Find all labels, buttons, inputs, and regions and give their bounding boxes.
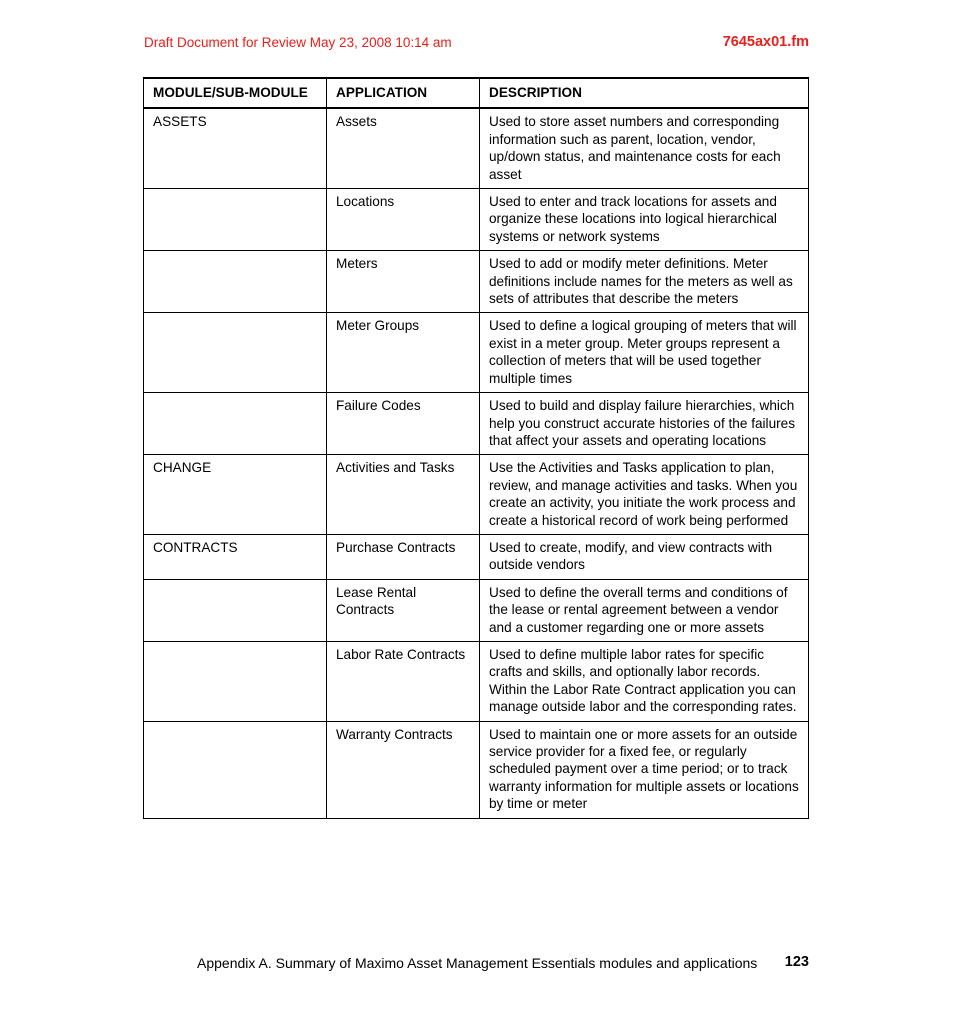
application-cell: Lease Rental Contracts [327,579,480,641]
table-row [144,251,809,313]
table-row [144,721,809,818]
footer-title: Appendix A. Summary of Maximo Asset Management Essentials modules and applications [197,955,758,971]
description-cell: Used to store asset numbers and corresponding information such as parent, location, vendor, up/down status, and maintenance costs for each asset [480,108,809,188]
module-cell [144,721,327,818]
module-cell: ASSETS [144,108,327,188]
description-cell: Used to define a logical grouping of meters that will exist in a meter group. Meter groups represent a collection of meters that will be used together multiple times [480,313,809,393]
description-cell: Used to maintain one or more assets for an outside service provider for a fixed fee, or regularly scheduled payment over a time period; or to track warranty information for multiple assets or locations by time or meter [480,721,809,818]
module-cell: CONTRACTS [144,534,327,579]
description-cell: Used to build and display failure hierarchies, which help you construct accurate histories of the failures that affect your assets and operating locations [480,393,809,455]
application-cell: Warranty Contracts [327,721,480,818]
application-cell: Locations [327,189,480,251]
table-row [144,108,809,188]
column-header-module: MODULE/SUB-MODULE [144,78,327,108]
module-cell [144,579,327,641]
table-row [144,641,809,721]
module-cell: CHANGE [144,455,327,535]
description-cell: Used to enter and track locations for assets and organize these locations into logical hierarchical systems or network systems [480,189,809,251]
table-row [144,455,809,535]
table-row [144,579,809,641]
description-cell: Used to define the overall terms and conditions of the lease or rental agreement between a vendor and a customer regarding one or more assets [480,579,809,641]
application-cell: Failure Codes [327,393,480,455]
module-cell [144,641,327,721]
application-cell: Activities and Tasks [327,455,480,535]
column-header-description: DESCRIPTION [480,78,809,108]
application-cell: Purchase Contracts [327,534,480,579]
table-row [144,393,809,455]
application-cell: Meters [327,251,480,313]
module-cell [144,313,327,393]
module-cell [144,189,327,251]
table-row [144,313,809,393]
modules-table [143,77,809,819]
table-row [144,534,809,579]
application-cell: Labor Rate Contracts [327,641,480,721]
table-header-row [144,78,809,108]
page-number: 123 [784,954,809,970]
file-name: 7645ax01.fm [722,34,809,50]
table-row [144,189,809,251]
description-cell: Use the Activities and Tasks application to plan, review, and manage activities and tasks. When you create an activity, you initiate the work process and create a historical record of work being performed [480,455,809,535]
application-cell: Assets [327,108,480,188]
description-cell: Used to create, modify, and view contracts with outside vendors [480,534,809,579]
module-cell [144,393,327,455]
application-cell: Meter Groups [327,313,480,393]
column-header-application: APPLICATION [327,78,480,108]
description-cell: Used to add or modify meter definitions. Meter definitions include names for the meters as well as sets of attributes that describe the meters [480,251,809,313]
module-cell [144,251,327,313]
draft-notice: Draft Document for Review May 23, 2008 10:14 am [144,35,452,50]
description-cell: Used to define multiple labor rates for specific crafts and skills, and optionally labor records. Within the Labor Rate Contract application you can manage outside labor and the corresponding rates. [480,641,809,721]
